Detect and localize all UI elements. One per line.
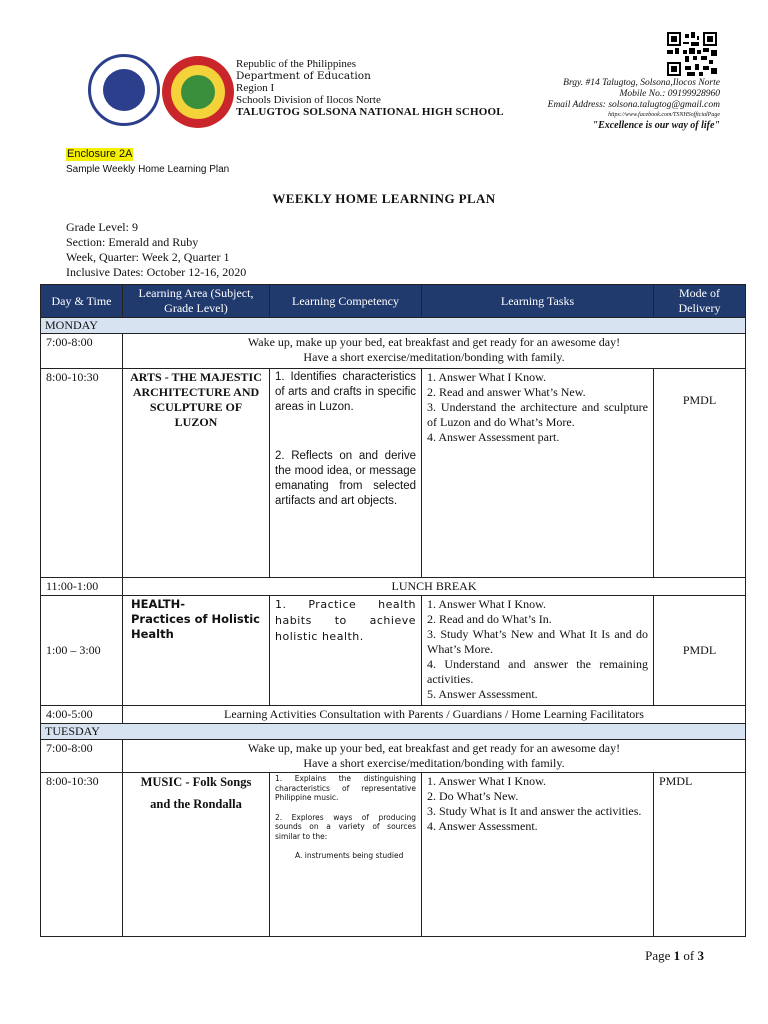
task-item: 3. Study What is It and answer the activities. <box>427 804 642 818</box>
subject-line: and the Rondalla <box>150 797 242 811</box>
mode-cell: PMDL <box>654 596 746 706</box>
school-facebook: https://www.facebook.com/TSNHSofficialPage <box>608 112 720 118</box>
day-row-tuesday <box>41 724 746 740</box>
class-info <box>66 220 246 280</box>
school-name: TALUGTOG SOLSONA NATIONAL HIGH SCHOOL <box>236 106 504 118</box>
page-total: 3 <box>697 948 704 963</box>
tasks-cell <box>422 369 654 578</box>
lunch-cell: LUNCH BREAK <box>123 578 746 596</box>
qr-code-icon <box>667 32 717 76</box>
document-title: WEEKLY HOME LEARNING PLAN <box>272 191 496 206</box>
mode-cell: PMDL <box>654 773 746 937</box>
school-seal-logo <box>162 56 234 128</box>
page-mid: of <box>680 948 698 963</box>
day-label: MONDAY <box>41 318 746 334</box>
section: Section: Emerald and Ruby <box>66 235 199 249</box>
competency-cell: 1. Practice health habits to achieve holistic health. <box>270 596 422 706</box>
routine-cell <box>123 740 746 773</box>
task-item: 1. Answer What I Know. <box>427 370 546 384</box>
subject-line: Practices of Holistic Health <box>131 612 260 641</box>
department-text: Department of Education <box>236 70 371 82</box>
routine-line: Have a short exercise/meditation/bonding with family. <box>303 756 565 770</box>
tasks-cell <box>422 773 654 937</box>
task-item: 2. Do What’s New. <box>427 789 519 803</box>
letterhead-left <box>236 58 504 118</box>
week-quarter: Week, Quarter: Week 2, Quarter 1 <box>66 250 230 264</box>
page-number <box>645 948 704 964</box>
subject-line: HEALTH- <box>131 597 186 611</box>
table-row <box>41 578 746 596</box>
header-day-time: Day & Time <box>41 285 123 318</box>
table-row <box>41 773 746 937</box>
routine-cell <box>123 334 746 369</box>
header-competency: Learning Competency <box>270 285 422 318</box>
competency-item: 2. Reflects on and derive the mood idea, or message emanating from selected artifacts and art objects. <box>275 450 416 507</box>
enclosure-label: Enclosure 2A <box>67 148 133 160</box>
table-row <box>41 334 746 369</box>
letterhead-right <box>548 78 720 131</box>
division-text: Schools Division of Ilocos Norte <box>236 94 381 106</box>
subject-cell: ARTS - THE MAJESTIC ARCHITECTURE AND SCULPTURE OF LUZON <box>123 369 270 578</box>
deped-seal-logo <box>88 54 160 126</box>
consultation-cell: Learning Activities Consultation with Parents / Guardians / Home Learning Facilitators <box>123 706 746 724</box>
day-row-monday <box>41 318 746 334</box>
time-cell: 7:00-8:00 <box>41 334 123 369</box>
school-mobile: Mobile No.: 09199928960 <box>619 89 720 99</box>
competency-item: 2. Explores ways of producing sounds on a variety of sources similar to the: <box>275 812 416 841</box>
routine-line: Wake up, make up your bed, eat breakfast and get ready for an awesome day! <box>247 335 621 349</box>
routine-line: Have a short exercise/meditation/bonding with family. <box>303 350 565 364</box>
time-cell: 4:00-5:00 <box>41 706 123 724</box>
header-tasks: Learning Tasks <box>422 285 654 318</box>
region-text: Region I <box>236 82 275 94</box>
competency-item: 1. Identifies characteristics of arts and crafts in specific areas in Luzon. <box>275 371 416 413</box>
subject-cell <box>123 773 270 937</box>
header-mode: Mode of Delivery <box>654 285 746 318</box>
routine-line: Wake up, make up your bed, eat breakfast and get ready for an awesome day! <box>247 741 621 755</box>
sample-plan-label: Sample Weekly Home Learning Plan <box>66 164 230 175</box>
task-item: 5. Answer Assessment. <box>427 687 538 701</box>
table-header-row <box>41 285 746 318</box>
subject-cell <box>123 596 270 706</box>
time-cell: 11:00-1:00 <box>41 578 123 596</box>
mode-cell: PMDL <box>654 369 746 578</box>
page-current: 1 <box>673 948 681 963</box>
tasks-cell <box>422 596 654 706</box>
table-row <box>41 706 746 724</box>
republic-text: Republic of the Philippines <box>236 58 357 70</box>
competency-item: A. instruments being studied <box>295 851 404 860</box>
task-item: 4. Answer Assessment. <box>427 819 538 833</box>
grade-level: Grade Level: 9 <box>66 220 138 234</box>
time-cell: 7:00-8:00 <box>41 740 123 773</box>
task-item: 1. Answer What I Know. <box>427 597 546 611</box>
task-item: 3. Understand the architecture and sculpture of Luzon and do What’s More. <box>427 400 648 429</box>
task-item: 4. Answer Assessment part. <box>427 430 560 444</box>
time-cell: 8:00-10:30 <box>41 369 123 578</box>
table-row <box>41 596 746 706</box>
competency-cell <box>270 369 422 578</box>
task-item: 1. Answer What I Know. <box>427 774 546 788</box>
time-cell: 8:00-10:30 <box>41 773 123 937</box>
competency-item: 1. Explains the distinguishing characteristics of representative Philippine music. <box>275 774 416 802</box>
header-learning-area: Learning Area (Subject, Grade Level) <box>123 285 270 318</box>
school-address: Brgy. #14 Talugtog, Solsona,Ilocos Norte <box>563 78 720 88</box>
task-item: 4. Understand and answer the remaining activities. <box>427 657 648 686</box>
table-row <box>41 369 746 578</box>
task-item: 2. Read and do What’s In. <box>427 612 552 626</box>
inclusive-dates: Inclusive Dates: October 12-16, 2020 <box>66 265 247 279</box>
time-cell: 1:00 – 3:00 <box>41 596 123 706</box>
subject-line: MUSIC - Folk Songs <box>140 775 252 789</box>
task-item: 3. Study What’s New and What It Is and do What’s More. <box>427 627 648 656</box>
table-row <box>41 740 746 773</box>
page-prefix: Page <box>645 948 674 963</box>
school-motto: "Excellence is our way of life" <box>592 120 720 131</box>
learning-plan-table <box>40 284 746 937</box>
task-item: 2. Read and answer What’s New. <box>427 385 586 399</box>
school-email: Email Address: solsona.talugtog@gmail.com <box>547 100 720 110</box>
day-label: TUESDAY <box>41 724 746 740</box>
competency-cell <box>270 773 422 937</box>
